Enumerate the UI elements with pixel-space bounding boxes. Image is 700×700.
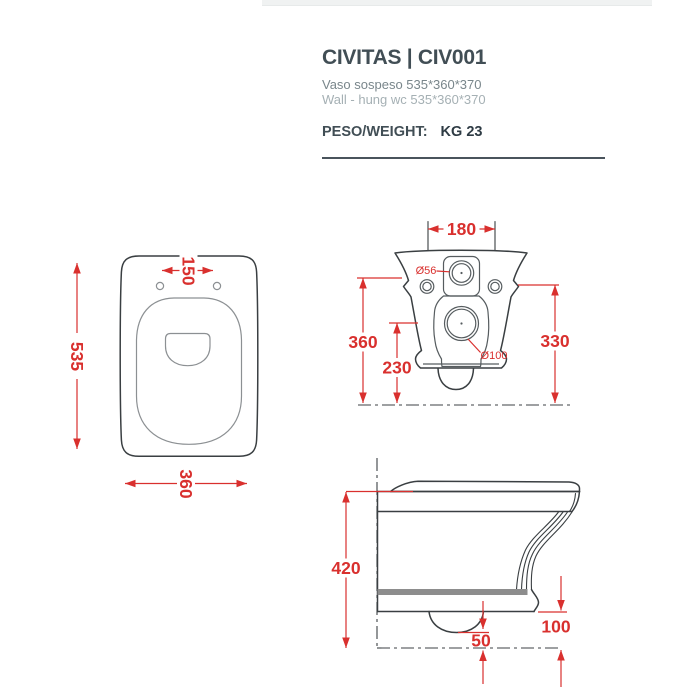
- trap-outlet-arc: [438, 369, 474, 390]
- dim-50-label: 50: [471, 630, 491, 651]
- dim-100-label: 100: [541, 616, 571, 637]
- hinge-hole-right: [213, 282, 220, 289]
- dim-150-label: 150: [178, 256, 199, 286]
- inlet-panel: [444, 257, 480, 297]
- dim-230-label: 230: [382, 357, 412, 378]
- dim-330-label: 330: [540, 331, 570, 351]
- back-curve-3: [522, 512, 564, 590]
- dim-180-label: 180: [446, 219, 477, 239]
- inlet-diameter-leader: [437, 271, 450, 272]
- flush-recess: [166, 334, 211, 366]
- fixing-hole-left-inner: [423, 282, 431, 290]
- base-right-step: [532, 590, 539, 612]
- weight-label: PESO/WEIGHT:: [322, 124, 428, 140]
- front-view: [346, 219, 572, 405]
- back-curve-1: [531, 512, 572, 590]
- dim-360-front-label: 360: [348, 332, 378, 352]
- product-subtitle-italian: Vaso sospeso 535*360*370: [322, 77, 482, 92]
- dim-360-plan-label: 360: [176, 469, 196, 499]
- outlet-center-dot: [460, 322, 462, 324]
- plan-view: [67, 251, 258, 506]
- side-view: [329, 458, 580, 687]
- outlet-diameter-leader: [468, 339, 481, 353]
- dim-420-label: 420: [331, 558, 361, 578]
- inlet-diameter-label: Ø56: [415, 265, 437, 277]
- product-title: CIVITAS | CIV001: [322, 46, 487, 69]
- dim-535-label: 535: [67, 341, 87, 372]
- weight-value: KG 23: [440, 124, 483, 140]
- hinge-hole-left: [156, 282, 163, 289]
- fixing-hole-right-inner: [491, 282, 499, 290]
- seat-opening: [137, 298, 242, 444]
- shadow-band: [378, 589, 528, 595]
- product-subtitle-english: Wall - hung wc 535*360*370: [322, 92, 486, 107]
- outlet-diameter-label: Ø100: [480, 350, 508, 362]
- seat-lid-profile: [391, 481, 580, 491]
- trap-profile-arc: [429, 612, 484, 633]
- inlet-center-dot: [460, 272, 462, 274]
